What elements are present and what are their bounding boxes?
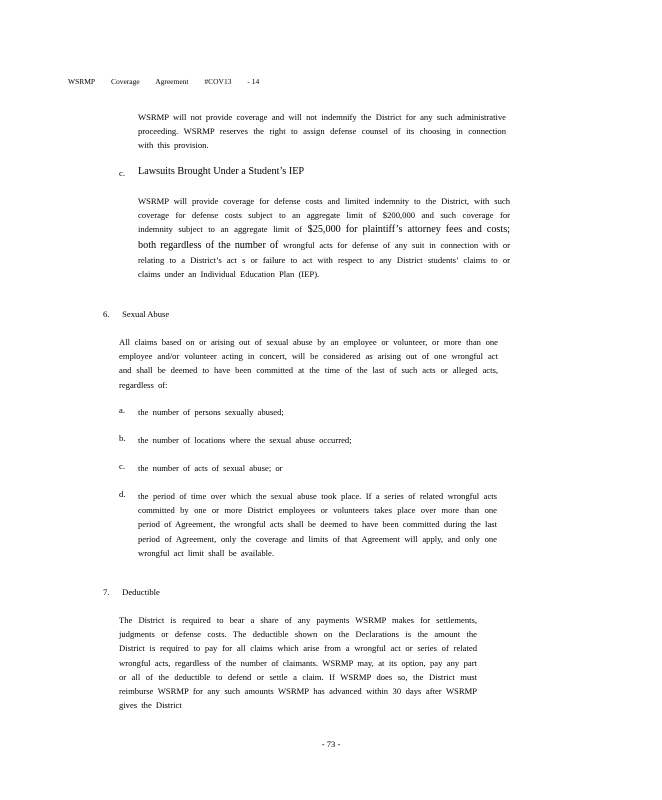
section-7-title: Deductible [122,587,160,597]
list-item-text: the number of locations where the sexual abuse occurred; [138,435,352,445]
section-c-body-start: WSRMP will provide coverage for defense costs and limited indemnity to the District, with such coverage for defense costs subject to an aggregate limit of $200,000 and such coverage for indemnity subject to an aggregate limit of [138,196,510,235]
section-6-heading [103,309,169,319]
list-item [119,405,497,419]
section-c-label: c. [119,168,125,178]
section-c-heading: Lawsuits Brought Under a Student’s IEP [138,166,305,177]
section-c-body [138,194,510,281]
header-year: - 14 [247,77,260,86]
page-number: - 73 - [321,739,341,749]
section-7-number: 7. [103,587,110,597]
list-item-label: b. [119,433,126,443]
section-6-body: All claims based on or arising out of sexual abuse by an employee or volunteer, or more than one employee and/or volunteer acting in concert, will be considered as arising out of one wrongful act and shall be deemed to have been committed at the time of the last of such acts or alleged acts, regardless of: [119,337,498,390]
list-item [119,489,497,560]
header-doc: Coverage [110,77,140,86]
section-7-body: The District is required to bear a share of any payments WSRMP makes for settlements, judgments or defense costs. The deductible shown on the Declarations is the amount the District is required to pay for all claims which arise from a wrongful act or series of related wrongful acts, regardless of the number of claimants. WSRMP may, at its option, pay any part or all of the deductible to defend or settle a claim. If WSRMP does so, the District must reimburse WSRMP for any such amounts WSRMP has advanced within 30 days after WSRMP gives the District [119,615,477,711]
intro-paragraph: WSRMP will not provide coverage and will not indemnify the District for any such administrative proceeding. WSRMP reserves the right to assign defense counsel of its choosing in connection with this provision. [138,112,506,151]
section-c-body-end: wrongful acts for defense of any suit in connection with or relating to a District’s act s or failure to act with respect to any District students’ claims to or claims under an Individual Education Plan (IEP). [138,239,511,280]
list-item-label: d. [119,489,126,499]
list-item-text: the number of persons sexually abused; [138,407,284,417]
header-org: WSRMP [68,77,96,86]
header-kind: Agreement [155,77,189,86]
header-code: #COV13 [204,77,232,86]
section-6-title: Sexual Abuse [122,309,170,319]
list-item-text: the period of time over which the sexual abuse took place. If a series of related wrongful acts committed by one or more District employees or volunteers takes place over more than one period of Agreement, the wrongful acts shall be deemed to have been committed during the last period of Agreement, only the coverage and limits of that Agreement will apply, and only one wrongful act limit shall be available. [138,491,497,558]
section-c-body-emphasis: $25,000 for plaintiff’s attorney fees and costs; both regardless of the number of [138,224,511,251]
list-item-label: c. [119,461,125,471]
list-item [119,433,497,447]
section-7-heading [103,587,160,597]
running-header [68,77,273,86]
list-item [119,461,497,475]
list-item-text: the number of acts of sexual abuse; or [138,463,283,473]
list-item-label: a. [119,405,125,415]
section-6-number: 6. [103,309,110,319]
